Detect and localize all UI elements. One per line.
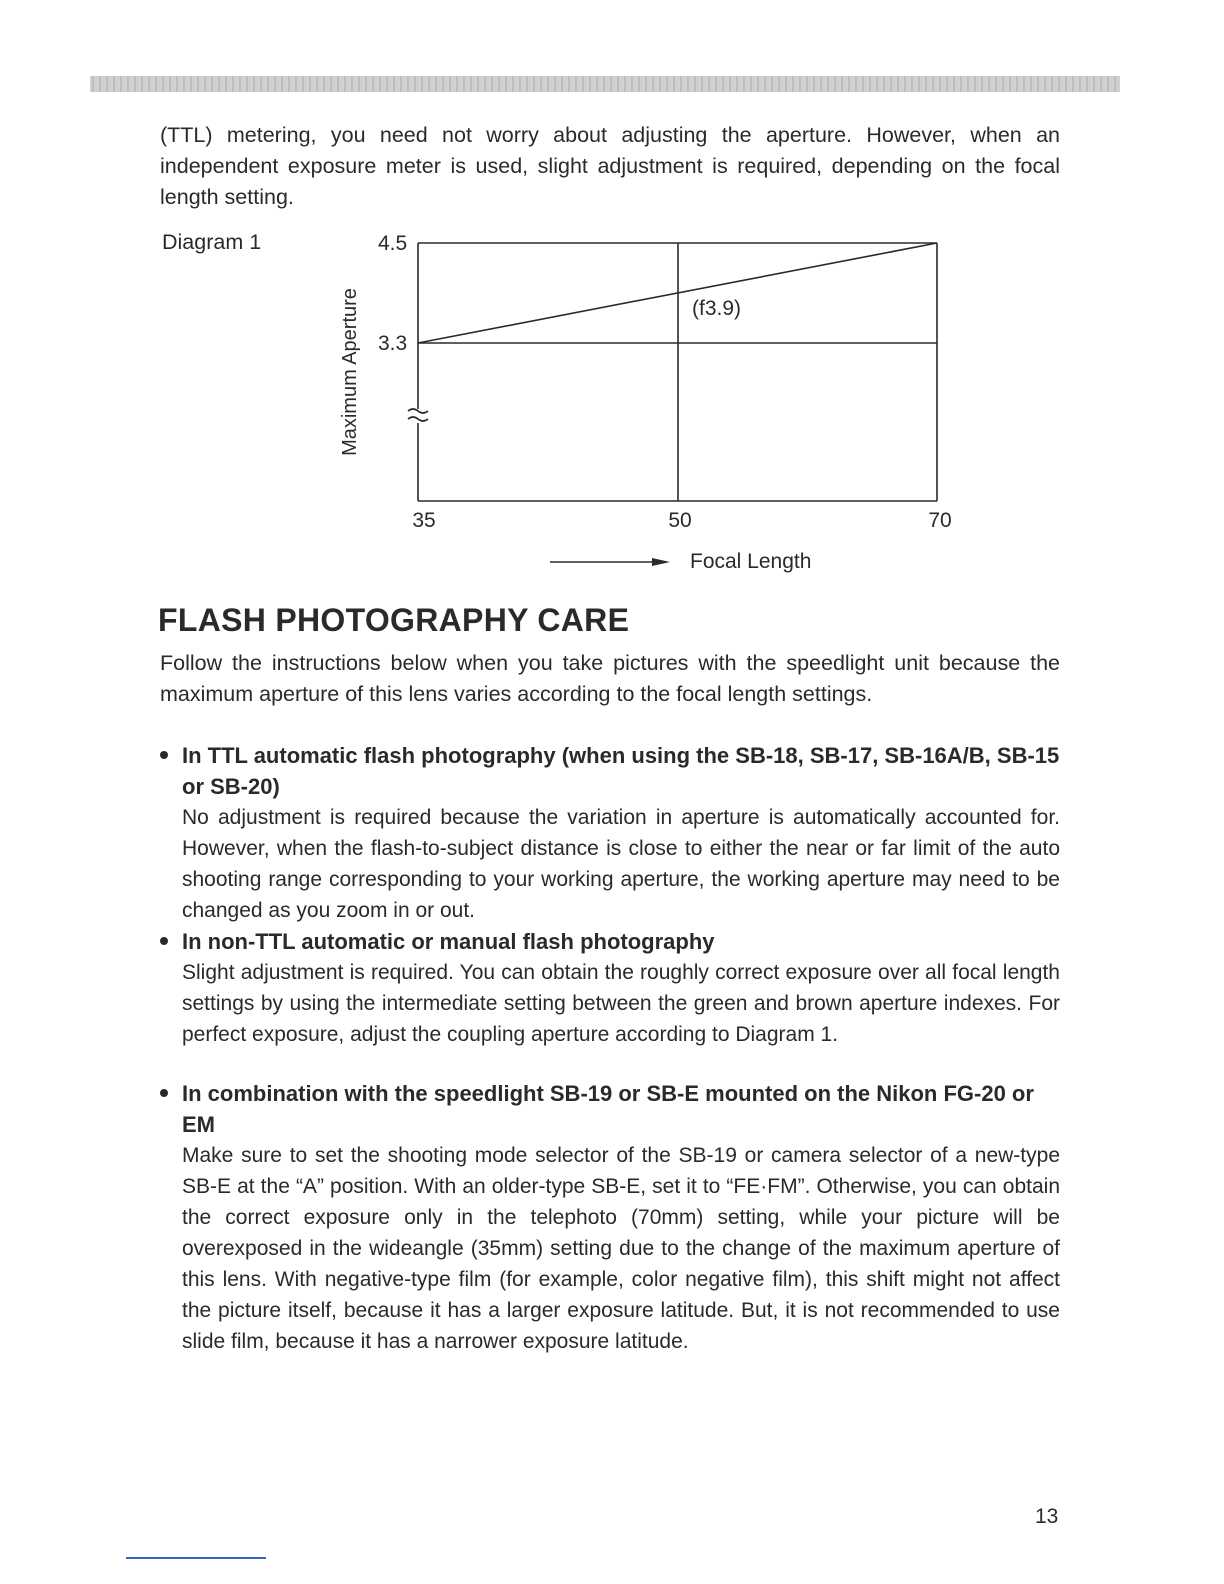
y-axis-label: Maximum Aperture	[339, 288, 361, 456]
y-tick-label-4.5: 4.5	[378, 232, 408, 255]
page-number: 13	[1035, 1505, 1059, 1528]
footer-rule	[126, 1557, 266, 1559]
bullet-body: Slight adjustment is required. You can obtain the roughly correct exposure over all focal length settings by using the intermediate setting between the green and brown aperture indexes. For perfect exposure, adjust the coupling aperture according to Diagram 1.	[182, 961, 1060, 1046]
bullet-body: No adjustment is required because the variation in aperture is automatically accounted for. However, when the flash-to-subject distance is close to either the near or far limit of the auto shooting range corresponding to your working aperture, the working aperture may need to be changed as you zoom in or out.	[182, 806, 1060, 922]
bullet-heading: In combination with the speedlight SB-19 or SB-E mounted on the Nikon FG-20 or EM	[182, 1081, 1034, 1137]
bullet-dot	[160, 751, 168, 759]
diagram-label: Diagram 1	[162, 230, 262, 254]
header-band	[90, 76, 1120, 92]
bullet-heading: In TTL automatic flash photography (when using the SB-18, SB-17, SB-16A/B, SB-15 or SB-20)	[182, 743, 1060, 799]
bullet-dot	[160, 1089, 168, 1097]
bullet-heading: In non-TTL automatic or manual flash photography	[182, 929, 715, 954]
section-intro: Follow the instructions below when you take pictures with the speedlight unit because the maximum aperture of this lens varies according to the focal length settings.	[160, 651, 1060, 706]
chart-annotation: (f3.9)	[692, 297, 742, 320]
section-title: FLASH PHOTOGRAPHY CARE	[158, 602, 630, 638]
x-tick-label-35: 35	[412, 509, 436, 532]
bullet-dot	[160, 937, 168, 945]
intro-paragraph: (TTL) metering, you need not worry about adjusting the aperture. However, when an independent exposure meter is used, slight adjustment is required, depending on the focal length setting.	[160, 123, 1060, 209]
x-label-arrow-head	[652, 558, 670, 566]
y-tick-label-3.3: 3.3	[378, 332, 408, 355]
x-tick-label-50: 50	[668, 509, 692, 532]
aperture-chart	[300, 225, 980, 585]
x-tick-label-70: 70	[928, 509, 952, 532]
x-axis-label: Focal Length	[690, 550, 812, 573]
bullet-body: Make sure to set the shooting mode selector of the SB-19 or camera selector of a new-type SB-E at the “A” position. With an older-type SB-E, set it to “FE·FM”. Otherwise, you can obtain the correct exposure only in the telephoto (70mm) setting, while your picture will be overexposed in the wideangle (35mm) setting due to the change of the maximum aperture of this lens. With negative-type film (for example, color negative film), this shift might not affect the picture itself, because it has a larger exposure latitude. But, it is not recommended to use slide film, because it has a narrower exposure latitude.	[182, 1144, 1060, 1353]
axis-break-mark	[408, 409, 428, 421]
